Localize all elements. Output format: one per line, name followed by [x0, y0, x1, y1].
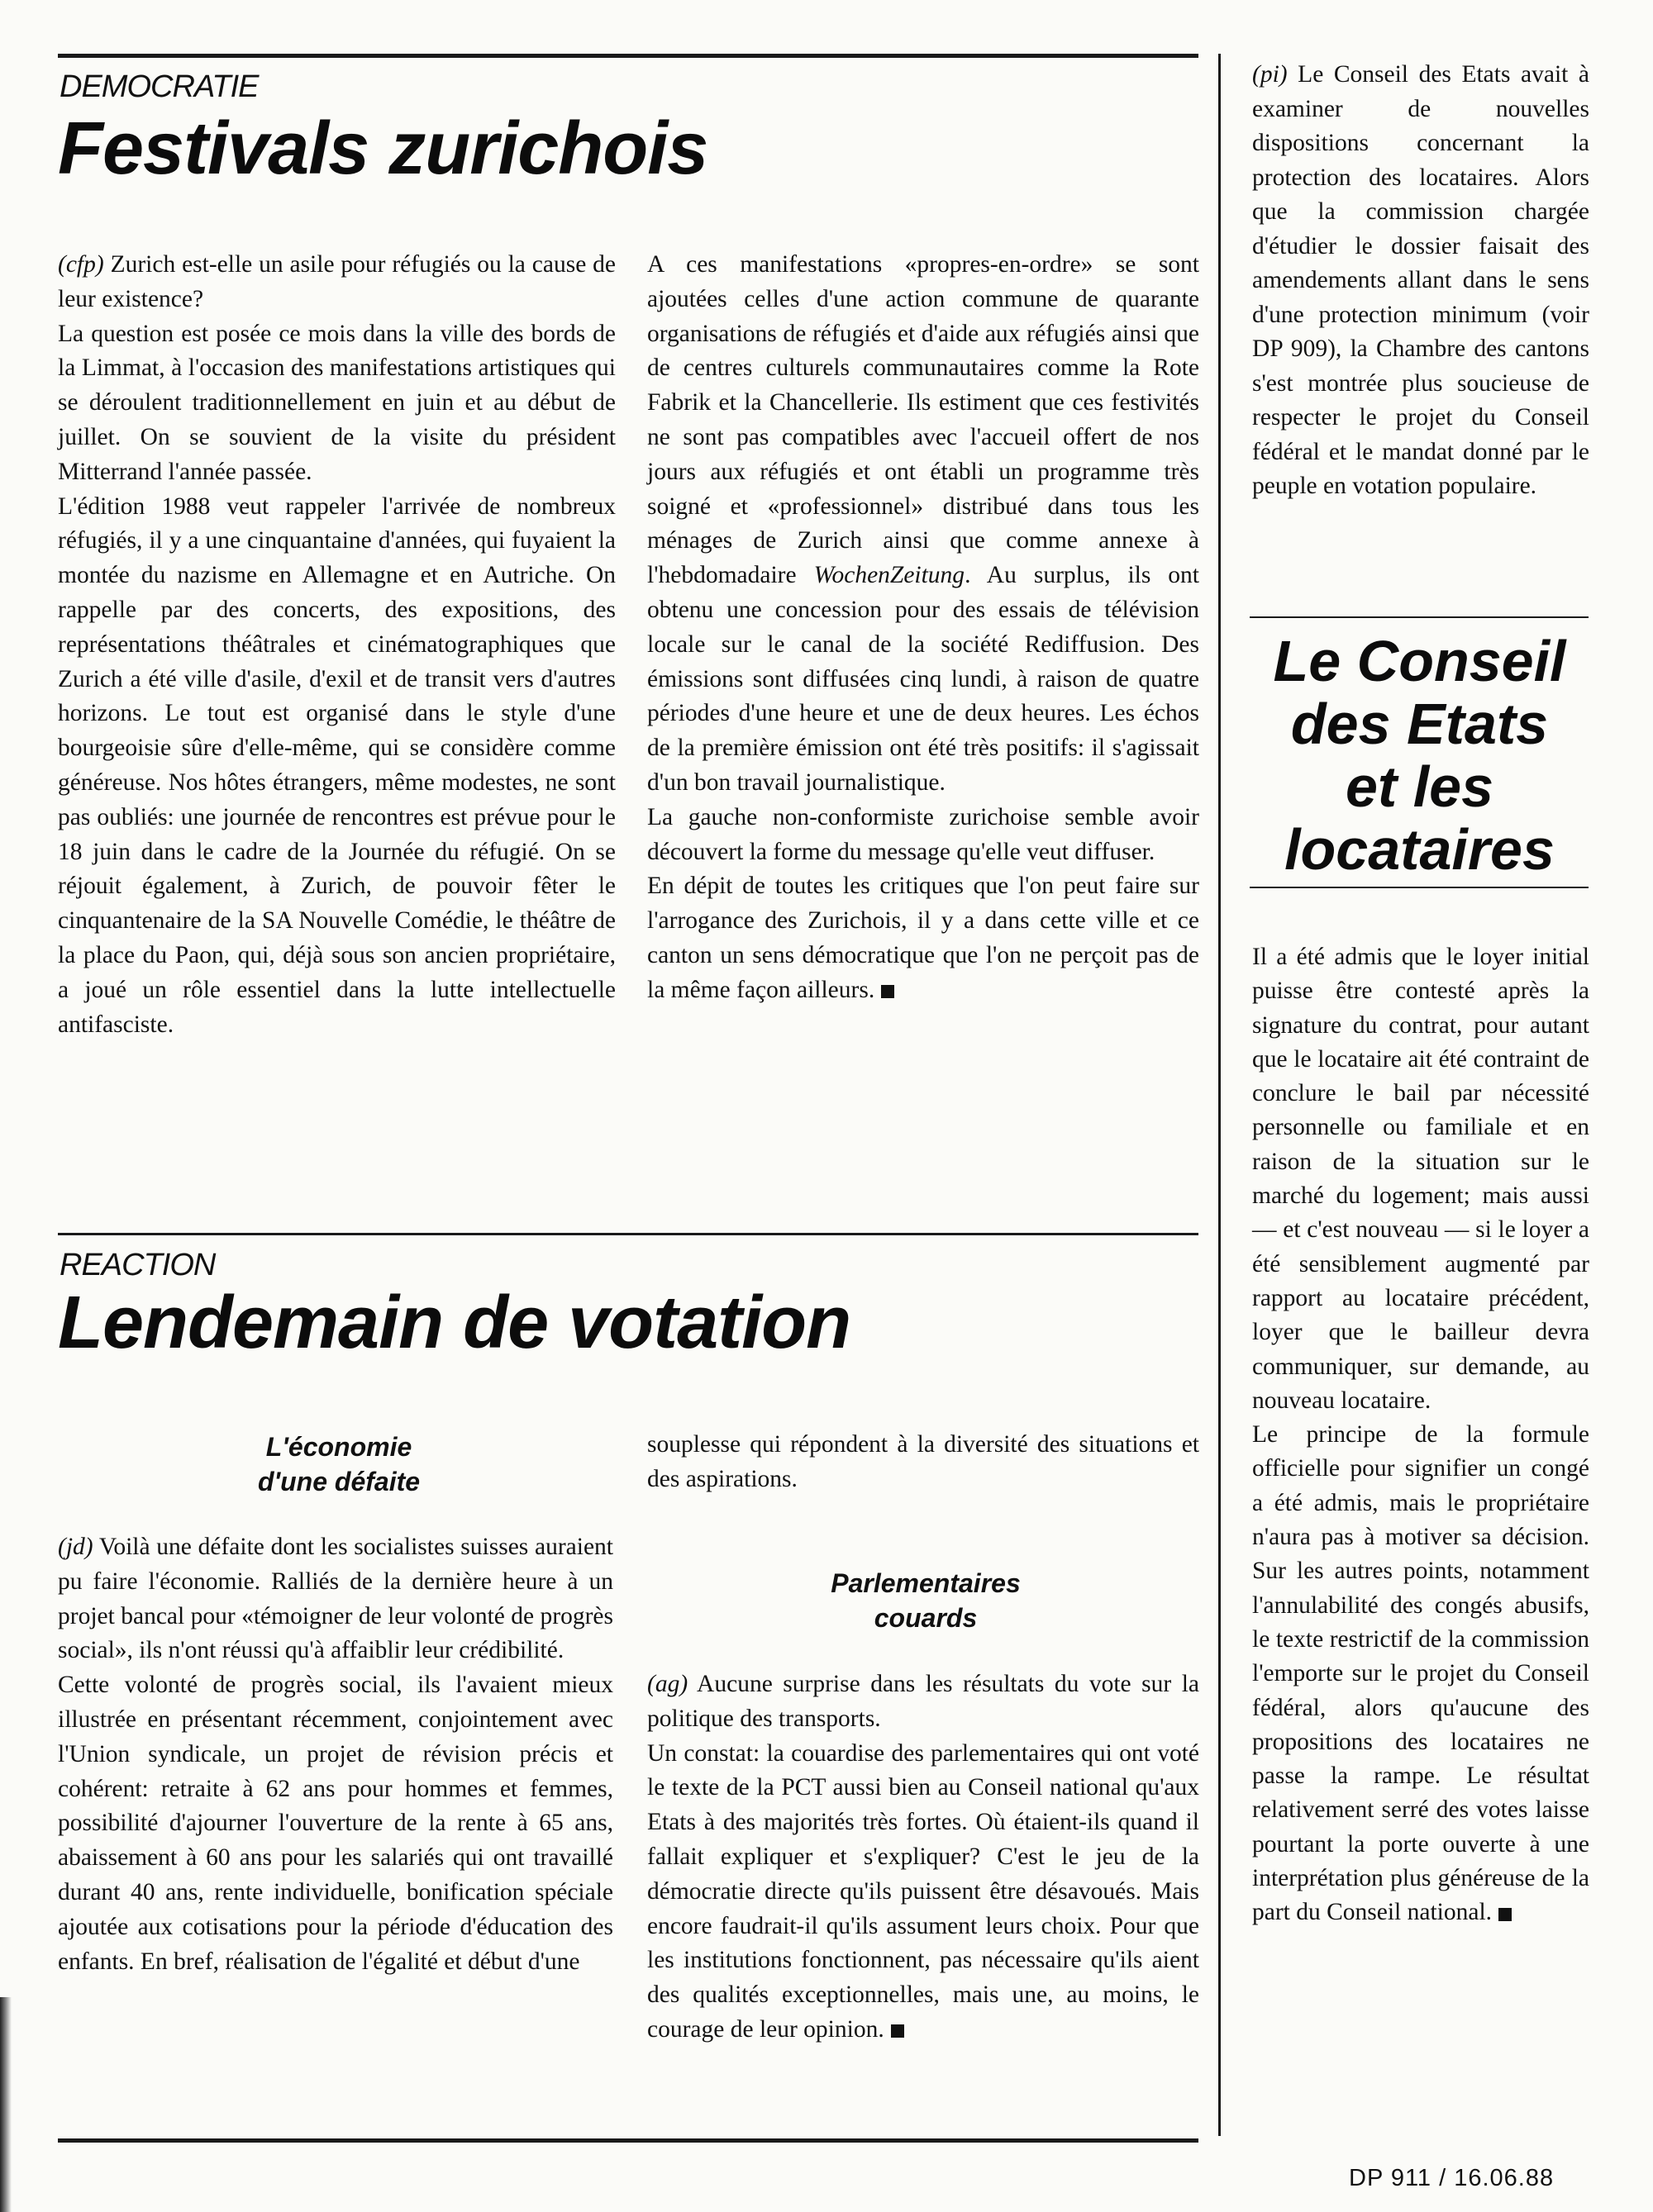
article1-paragraph: La question est posée ce mois dans la ville des bords de la Limmat, à l'occasion des manifestations artistiques qui se déroulent traditionnellement en juin et au début de juillet. On se souvient de la visite du président Mitterrand l'année passée.: [58, 320, 616, 485]
newspaper-name: WochenZeitung: [813, 562, 965, 589]
section-rule: [58, 1233, 1198, 1235]
article1-paragraph: La gauche non-conformiste zurichoise semble avoir découvert la forme du message qu'elle veut diffuser.: [647, 803, 1199, 865]
end-mark-icon: [891, 2024, 904, 2038]
end-mark-icon: [881, 985, 894, 998]
article2-paragraph: Cette volonté de progrès social, ils l'avaient mieux illustrée en présentant récemment, conjointement avec l'Union syndicale, un projet de révision précis et cohérent: retraite à 62 ans pour hommes et femmes, possibilité d'ajourner l'ouverture de la rente à 65 ans, abaissement à 60 ans pour les salariés qui ont travaillé durant 40 ans, rente individuelle, bonification spéciale ajoutée aux cotisations pour la période d'éducation des enfants. En bref, réalisation de l'égalité et début d'une: [58, 1672, 613, 1975]
article2-column-2: [647, 1667, 1199, 2048]
article2-subhead-1: L'économie d'une défaite: [257, 1432, 421, 1496]
sidebar-intro: (pi) Le Conseil des Etats avait à examiner de nouvelles dispositions concernant la protection des locataires. Alors que la commission chargée d'étudier le dossier faisait des amendements allant dans le sens d'une protection minimum (voir DP 909), la Chambre des cantons s'est montrée plus soucieuse de respecter le projet du Conseil fédéral et le mandat donné par le peuple en votation populaire.: [1252, 61, 1589, 499]
sidebar-rule-bottom: [1250, 887, 1589, 888]
author-initials: (ag): [647, 1671, 688, 1697]
author-initials: (jd): [58, 1534, 93, 1560]
article2-kicker: REACTION: [60, 1248, 216, 1282]
article1-paragraph: En dépit de toutes les critiques que l'on peut faire sur l'arrogance des Zurichois, il y a dans cette ville et ce canton un sens démocratique que l'on ne perçoit pas de la même façon ailleurs.: [647, 873, 1199, 1003]
article1-title: Festivals zurichois: [58, 107, 708, 190]
article2-paragraph: Un constat: la couardise des parlementaires qui ont voté le texte de la PCT aussi bien au Conseil national qu'aux Etats à des majorités très fortes. Où étaient-ils quand il fallait expliquer et s'expliquer? C'est le jeu de la démocratie directe qu'ils puissent être désavoués. Mais encore faudrait-il qu'ils assument leurs choix. Pour que les institutions fonctionnent, pas nécessaire qu'ils aient des qualités exceptionnelles, mais une, au moins, le courage de leur opinion.: [647, 1739, 1199, 2043]
author-initials: (cfp): [58, 251, 104, 278]
sidebar-rule-top: [1250, 616, 1589, 618]
sidebar-title: Le Conseil des Etats et les locataires: [1273, 629, 1566, 882]
article2-paragraph: (ag) Aucune surprise dans les résultats du vote sur la politique des transports.: [647, 1671, 1199, 1732]
top-rule: [58, 54, 1198, 58]
article2-title: Lendemain de votation: [58, 1282, 851, 1364]
article1-paragraph: (cfp) Zurich est-elle un asile pour réfugiés ou la cause de leur existence?: [58, 251, 617, 312]
article2-paragraph: (jd) Voilà une défaite dont les socialistes suisses auraient pu faire l'économie. Ralliés de la dernière heure à un projet bancal pour «témoigner de leur volonté de progrès social», ils n'ont réussi qu'à affaiblir leur crédibilité.: [58, 1534, 613, 1664]
column-divider: [1218, 54, 1221, 2136]
article2-column-2-continued: souplesse qui répondent à la diversité des situations et des aspirations.: [647, 1431, 1199, 1492]
article1-paragraph: A ces manifestations «propres-en-ordre» se sont ajoutées celles d'une action commune de quarante organisations de réfugiés et d'aide aux réfugiés ainsi que de centres culturels communautaires comme la Rote Fabrik et la Chancellerie. Ils estiment que ces festivités ne sont pas compatibles avec l'accueil offert de nos jours aux réfugiés et ont établi un programme très soigné et «professionnel» distribué dans tous les ménages de Zurich ainsi que comme annexe à l'hebdomadaire WochenZeitung. Au surplus, ils ont obtenu une concession pour des essais de télévision locale sur le canal de la société Rediffusion. Des émissions sont diffusées cinq lundi, à raison de quatre périodes d'une heure et une de deux heures. Les échos de la première émission ont été très positifs: il s'agissait d'un bon travail journalistique.: [647, 251, 1199, 796]
article1-column-1: [58, 248, 616, 1042]
article1-column-2: [647, 248, 1199, 1008]
article2-subhead-2: Parlementaires couards: [831, 1568, 1021, 1633]
sidebar-paragraph: Le principe de la formule officielle pour signifier un congé a été admis, mais le propriétaire n'aura pas à motiver sa décision. Sur les autres points, notamment l'annulabilité des congés abusifs, le texte restrictif de la commission l'emporte sur le projet du Conseil fédéral, alors qu'aucune des propositions des locataires ne passe la rampe. Le résultat relativement serré des votes laisse pourtant la porte ouverte à une interprétation plus généreuse de la part du Conseil national.: [1252, 1421, 1589, 1926]
sidebar-body: [1252, 940, 1589, 1930]
article1-kicker: DEMOCRATIE: [60, 69, 259, 104]
sidebar-paragraph: Il a été admis que le loyer initial puisse être contesté après la signature du contrat, pour autant que le locataire ait été contraint de conclure le bail par nécessité personnelle ou familiale et en raison de la situation sur le marché du logement; mais aussi — et c'est nouveau — si le loyer a été sensiblement augmenté par rapport au locataire précédent, loyer que le bailleur devra communiquer, sur demande, au nouveau locataire.: [1252, 944, 1589, 1414]
bottom-rule: [58, 2138, 1198, 2143]
issue-footer: DP 911 / 16.06.88: [1349, 2165, 1555, 2191]
end-mark-icon: [1498, 1908, 1512, 1921]
article1-paragraph: L'édition 1988 veut rappeler l'arrivée de nombreux réfugiés, il y a une cinquantaine d'années, qui fuyaient la montée du nazisme en Allemagne et en Autriche. On rappelle par des concerts, des expositions, des représentations théâtrales et cinématographiques que Zurich a été ville d'asile, d'exil et de transit vers d'autres horizons. Le tout est organisé dans le style d'une bourgeoisie sûre d'elle-même, qui se considère comme généreuse. Nos hôtes étrangers, même modestes, ne sont pas oubliés: une journée de rencontres est prévue pour le 18 juin dans le cadre de la Journée du réfugié. On se réjouit également, à Zurich, de pouvoir fêter le cinquantenaire de la SA Nouvelle Comédie, le théâtre de la place du Paon, qui, déjà sous son ancien propriétaire, a joué un rôle essentiel dans la lutte intellectuelle antifasciste.: [58, 492, 616, 1038]
scan-edge: [0, 1997, 12, 2212]
author-initials: (pi): [1252, 61, 1288, 88]
article2-column-1: [58, 1530, 613, 1979]
